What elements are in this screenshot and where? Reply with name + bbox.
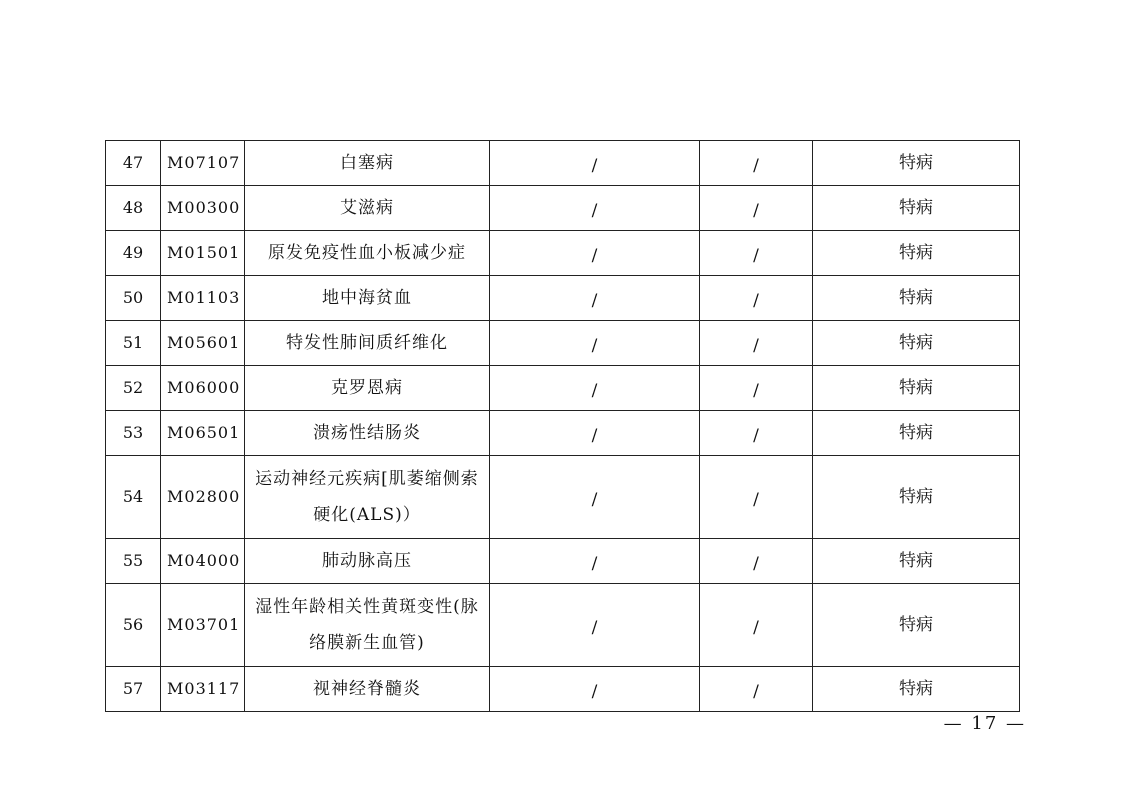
category-value: 特病 xyxy=(813,539,1020,584)
disease-code: M06501 xyxy=(161,411,245,456)
column-5-value: / xyxy=(700,539,813,584)
disease-name: 视神经脊髓炎 xyxy=(245,667,490,712)
disease-name: 肺动脉高压 xyxy=(245,539,490,584)
column-4-value: / xyxy=(490,539,700,584)
column-5-value: / xyxy=(700,411,813,456)
column-5-value: / xyxy=(700,141,813,186)
table-row xyxy=(106,667,1020,712)
table-row xyxy=(106,141,1020,186)
column-5-value: / xyxy=(700,186,813,231)
disease-code: M03117 xyxy=(161,667,245,712)
disease-name: 运动神经元疾病[肌萎缩侧索硬化(ALS)） xyxy=(245,456,490,539)
row-number: 57 xyxy=(106,667,161,712)
table-row xyxy=(106,276,1020,321)
disease-code: M04000 xyxy=(161,539,245,584)
column-5-value: / xyxy=(700,456,813,539)
column-5-value: / xyxy=(700,584,813,667)
column-5-value: / xyxy=(700,667,813,712)
row-number: 56 xyxy=(106,584,161,667)
disease-code: M01103 xyxy=(161,276,245,321)
category-value: 特病 xyxy=(813,321,1020,366)
table-row xyxy=(106,456,1020,539)
row-number: 49 xyxy=(106,231,161,276)
disease-name: 艾滋病 xyxy=(245,186,490,231)
column-5-value: / xyxy=(700,276,813,321)
column-5-value: / xyxy=(700,366,813,411)
row-number: 51 xyxy=(106,321,161,366)
page-number: — 17 — xyxy=(943,713,1026,734)
disease-code: M03701 xyxy=(161,584,245,667)
disease-code: M00300 xyxy=(161,186,245,231)
category-value: 特病 xyxy=(813,231,1020,276)
column-4-value: / xyxy=(490,141,700,186)
disease-code: M01501 xyxy=(161,231,245,276)
column-4-value: / xyxy=(490,321,700,366)
category-value: 特病 xyxy=(813,456,1020,539)
category-value: 特病 xyxy=(813,667,1020,712)
category-value: 特病 xyxy=(813,584,1020,667)
disease-table xyxy=(105,140,1020,712)
table-row xyxy=(106,186,1020,231)
disease-name: 克罗恩病 xyxy=(245,366,490,411)
category-value: 特病 xyxy=(813,141,1020,186)
column-4-value: / xyxy=(490,584,700,667)
table-row xyxy=(106,366,1020,411)
column-4-value: / xyxy=(490,411,700,456)
disease-name: 地中海贫血 xyxy=(245,276,490,321)
row-number: 47 xyxy=(106,141,161,186)
column-4-value: / xyxy=(490,231,700,276)
disease-code: M05601 xyxy=(161,321,245,366)
column-4-value: / xyxy=(490,456,700,539)
row-number: 48 xyxy=(106,186,161,231)
disease-code: M02800 xyxy=(161,456,245,539)
table-row xyxy=(106,539,1020,584)
category-value: 特病 xyxy=(813,366,1020,411)
category-value: 特病 xyxy=(813,411,1020,456)
category-value: 特病 xyxy=(813,186,1020,231)
row-number: 50 xyxy=(106,276,161,321)
disease-name: 溃疡性结肠炎 xyxy=(245,411,490,456)
row-number: 53 xyxy=(106,411,161,456)
column-4-value: / xyxy=(490,186,700,231)
column-4-value: / xyxy=(490,276,700,321)
column-5-value: / xyxy=(700,321,813,366)
row-number: 54 xyxy=(106,456,161,539)
category-value: 特病 xyxy=(813,276,1020,321)
row-number: 52 xyxy=(106,366,161,411)
disease-name: 特发性肺间质纤维化 xyxy=(245,321,490,366)
column-4-value: / xyxy=(490,366,700,411)
table-row xyxy=(106,321,1020,366)
disease-code: M07107 xyxy=(161,141,245,186)
table-row xyxy=(106,584,1020,667)
table-row xyxy=(106,411,1020,456)
disease-name: 湿性年龄相关性黄斑变性(脉络膜新生血管) xyxy=(245,584,490,667)
column-4-value: / xyxy=(490,667,700,712)
column-5-value: / xyxy=(700,231,813,276)
disease-name: 原发免疫性血小板减少症 xyxy=(245,231,490,276)
table-row xyxy=(106,231,1020,276)
row-number: 55 xyxy=(106,539,161,584)
disease-code: M06000 xyxy=(161,366,245,411)
disease-name: 白塞病 xyxy=(245,141,490,186)
